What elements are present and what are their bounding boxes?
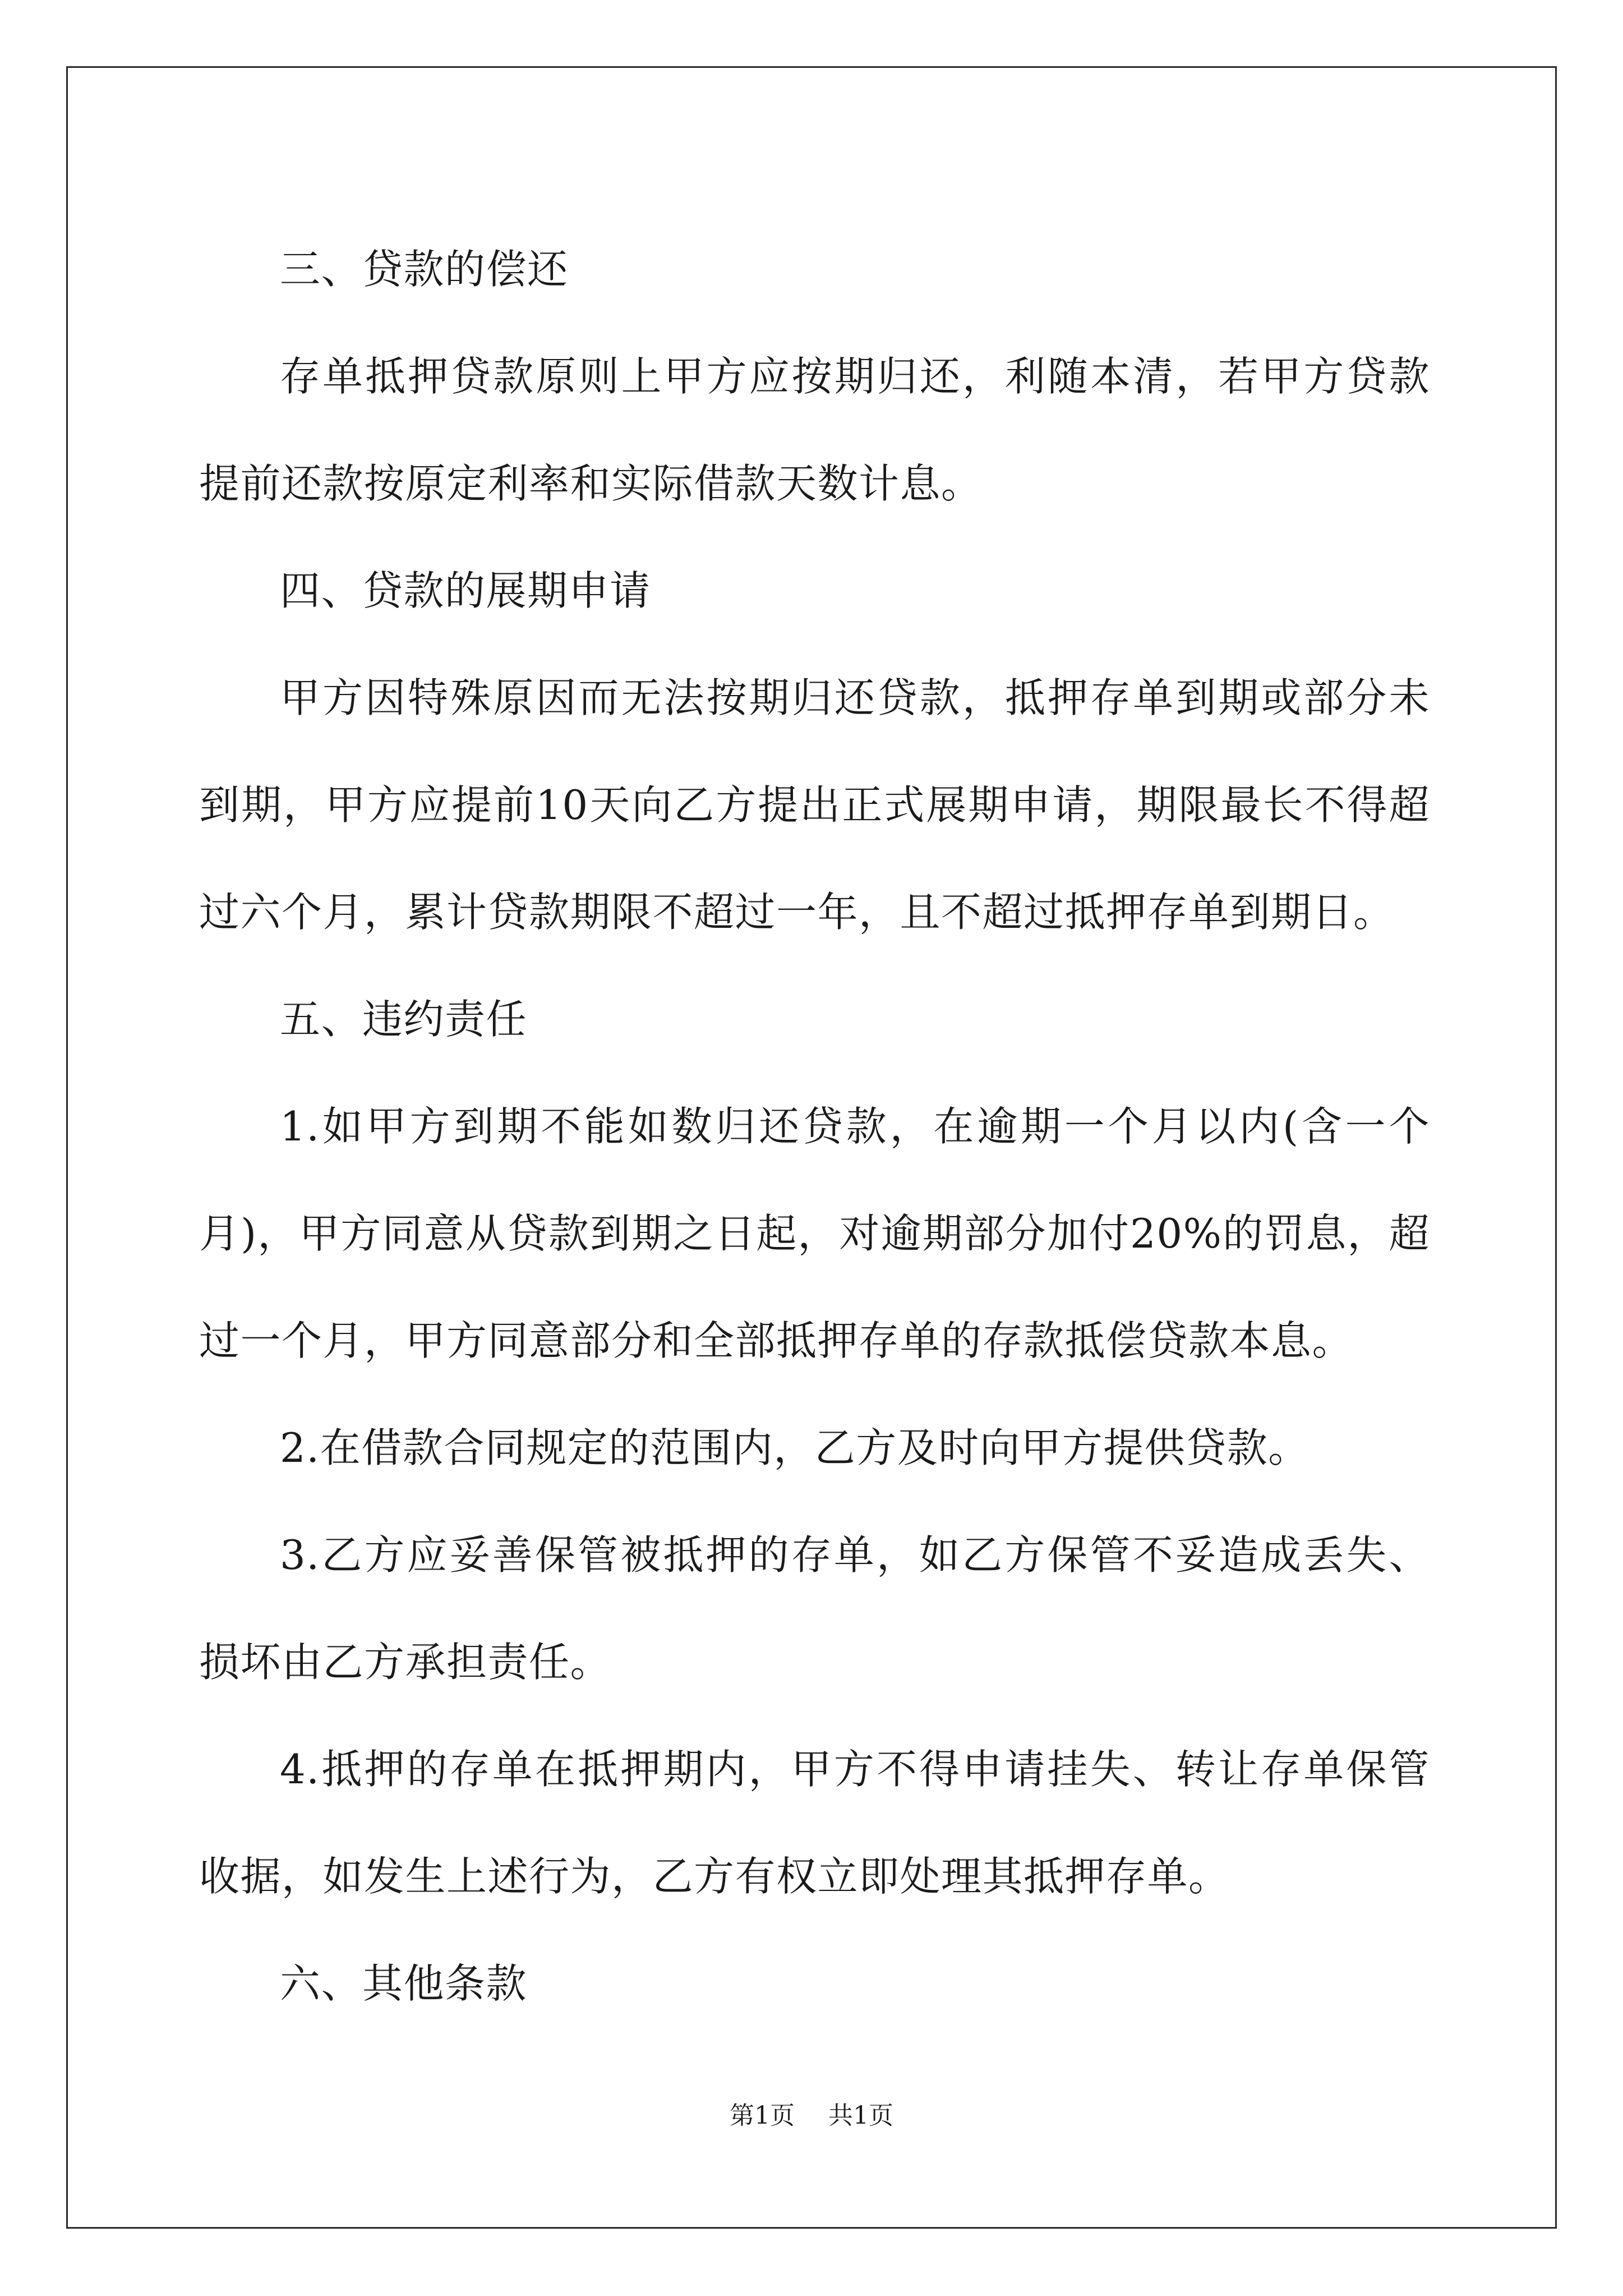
paragraph-liability-3: 3.乙方应妥善保管被抵押的存单，如乙方保管不妥造成丢失、损坏由乙方承担责任。 xyxy=(199,1531,1430,1686)
section-heading-liability: 五、违约责任 xyxy=(280,996,528,1043)
paragraph-liability-1: 1.如甲方到期不能如数归还贷款，在逾期一个月以内(含一个月)，甲方同意从贷款到期之日起，对逾期部分加付20%的罚息，超过一个月，甲方同意部分和全部抵押存单的存款抵偿贷款本息。 xyxy=(199,1103,1430,1364)
page-footer xyxy=(0,2099,1623,2133)
section-heading-repayment: 三、贷款的偿还 xyxy=(280,246,569,293)
page-number-current: 第1页 xyxy=(730,2101,795,2130)
paragraph-repayment-terms: 存单抵押贷款原则上甲方应按期归还，利随本清，若甲方贷款提前还款按原定利率和实际借款天数计息。 xyxy=(199,353,1430,507)
paragraph-extension-terms: 甲方因特殊原因而无法按期归还贷款，抵押存单到期或部分未到期，甲方应提前10天向乙方提出正式展期申请，期限最长不得超过六个月，累计贷款期限不超过一年，且不超过抵押存单到期日。 xyxy=(199,674,1430,936)
section-heading-extension: 四、贷款的展期申请 xyxy=(280,567,651,614)
page-number-total: 共1页 xyxy=(828,2101,893,2130)
section-heading-other: 六、其他条款 xyxy=(280,1960,528,2007)
paragraph-liability-2: 2.在借款合同规定的范围内，乙方及时向甲方提供贷款。 xyxy=(280,1424,1310,1471)
paragraph-liability-4: 4.抵押的存单在抵押期内，甲方不得申请挂失、转让存单保管收据，如发生上述行为，乙方有权立即处理其抵押存单。 xyxy=(199,1746,1430,1900)
document-body xyxy=(199,216,1430,2037)
